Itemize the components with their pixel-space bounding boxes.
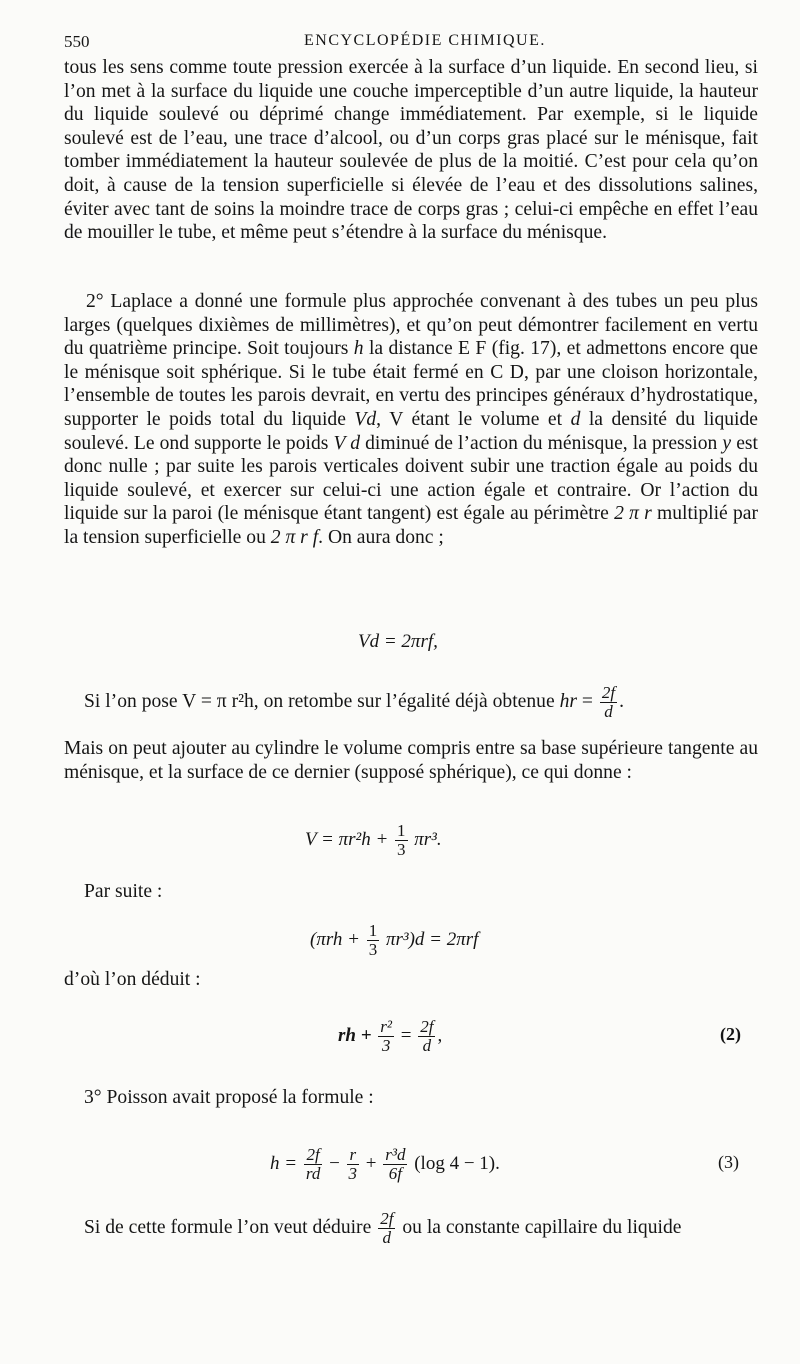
fraction-2f-d — [600, 684, 617, 721]
denominator: rd — [305, 1164, 321, 1183]
equation-3 — [270, 1146, 500, 1183]
para2-text: 2° Laplace a donné une formule plus approchée convenant à des tubes un peu plus larges (quelques dixièmes de millimètres), et qu’on peut démontrer facilement en vertu du quatrième principe. Soit toujours — [64, 291, 758, 360]
denominator: d — [604, 702, 613, 721]
numerator: 2f — [601, 683, 616, 702]
eq-term: rh + — [338, 1024, 377, 1046]
var-d: d — [570, 408, 581, 430]
par-suite-label: Par suite : — [84, 881, 163, 902]
period: . — [619, 691, 624, 712]
numerator: 2f — [304, 1146, 323, 1165]
eq-term: V = πr²h + — [305, 828, 394, 850]
eq-term: h = — [270, 1152, 302, 1174]
fraction-1-3 — [395, 822, 408, 859]
equation-number-2: (2) — [720, 1024, 741, 1044]
denominator: d — [422, 1036, 432, 1055]
fraction-r-3 — [347, 1146, 360, 1183]
line-si-pose — [84, 684, 624, 721]
eq-term: (πrh + — [310, 928, 365, 950]
var-hr: hr — [559, 691, 577, 712]
fraction-1-3 — [367, 922, 380, 959]
denominator: 3 — [381, 1036, 391, 1055]
expr-2pirf: 2 π r f — [270, 526, 319, 548]
eq-term: πr³)d = 2πrf — [381, 928, 479, 950]
numerator: r — [347, 1146, 360, 1165]
fraction-2f-rd — [304, 1146, 323, 1183]
comma: , — [437, 1024, 443, 1046]
last-line-text: ou la constante capillaire du liquide — [397, 1217, 682, 1238]
var-vd: V d — [333, 432, 361, 454]
numerator: 2f — [380, 1209, 394, 1228]
para2-text: la distance E F (fig. 17), et admettons encore que le ménisque soit sphérique. Si le tube était fermé en C D, par une cloison horizontale, l’ensemble de toutes les parois devrait, en vertu des principes généraux d’hydrostatique, supporter le poids total du liquide — [64, 338, 758, 430]
expr-2pir: 2 π r — [614, 503, 652, 525]
equals-sign: = — [577, 691, 598, 712]
numerator: r² — [380, 1017, 393, 1036]
denominator: 3 — [397, 840, 406, 859]
last-line — [84, 1210, 681, 1247]
para2-text: est donc nulle ; par suite les parois verticales doivent subir une traction égale au poids du liquide soulevé, et exercer sur celui-ci une action égale et contraire. Or l’action du liquide sur la paroi (le ménisque étant tangent) est égale au périmètre — [64, 432, 758, 525]
numerator: 1 — [368, 921, 378, 940]
para2-text: , V étant le volume et — [376, 408, 571, 430]
paragraph-2 — [64, 290, 758, 550]
fraction-2f-d — [418, 1018, 435, 1055]
var-y: y — [722, 432, 732, 454]
denominator: 3 — [368, 940, 378, 959]
numerator: 1 — [397, 821, 406, 840]
poisson-line: 3° Poisson avait proposé la formule : — [84, 1087, 374, 1108]
paragraph-1: tous les sens comme toute pression exercée à la surface d’un liquide. En second lieu, si l’on met à la surface du liquide une couche imperceptible d’un autre liquide, la hauteur du liquide soulevé ou déprimé change immédiatement. Par exemple, si le liquide soulevé est de l’eau, une trace d’alcool, ou d’un corps gras placé sur le ménisque, fait tomber immédiatement la hauteur soulevée de plus de la moitié. C’est pour cela qu’on doit, à cause de la tension superficielle si élevée de l’eau et des dissolutions salines, éviter avec tant de soins la moindre trace de corps gras ; celui-ci empêche en effet l’eau de mouiller le tube, et même peut s’étendre à la surface du ménisque. — [64, 57, 758, 244]
equation-number-3: (3) — [718, 1152, 739, 1172]
equation-vd: Vd = 2πrf, — [358, 631, 438, 652]
last-line-text: Si de cette formule l’on veut déduire — [84, 1217, 377, 1238]
paragraph-3: Mais on peut ajouter au cylindre le volume compris entre sa base supérieure tangente au ménisque, et la surface de ce dernier (supposé sphérique), ce qui donne : — [64, 738, 758, 783]
running-title: ENCYCLOPÉDIE CHIMIQUE. — [304, 32, 546, 49]
line-si-text: Si l’on pose V = π r²h, on retombe sur l’égalité déjà obtenue — [84, 691, 560, 712]
eq-term: (log 4 − 1). — [409, 1152, 500, 1174]
equals-sign: = — [396, 1024, 417, 1046]
para2-text: la densité du liquide soulevé. Le ond supporte le poids — [64, 408, 758, 454]
equation-volume — [305, 822, 442, 859]
page-number: 550 — [64, 32, 90, 51]
equation-2 — [338, 1018, 442, 1055]
var-h: h — [353, 338, 364, 360]
para2-text: . On aura donc ; — [318, 526, 444, 548]
para2-text: diminué de l’action du ménisque, la pression — [360, 432, 723, 454]
denominator: 6f — [388, 1164, 402, 1183]
dou-label: d’où l’on déduit : — [64, 969, 201, 990]
fraction-r3d-6f — [383, 1146, 407, 1183]
fraction-r2-3 — [378, 1018, 394, 1055]
page-header — [64, 30, 752, 54]
eq-term: πr³. — [409, 828, 442, 850]
plus-sign: + — [361, 1152, 382, 1174]
var-vd: Vd — [354, 408, 377, 430]
para2-text: multiplié par la tension superficielle ou — [64, 503, 758, 548]
minus-sign: − — [324, 1152, 345, 1174]
fraction-2f-d — [378, 1210, 395, 1247]
numerator: 2f — [420, 1017, 434, 1036]
equation-suite — [310, 922, 478, 959]
numerator: r³d — [385, 1145, 406, 1164]
denominator: 3 — [348, 1164, 358, 1183]
denominator: d — [382, 1228, 392, 1247]
